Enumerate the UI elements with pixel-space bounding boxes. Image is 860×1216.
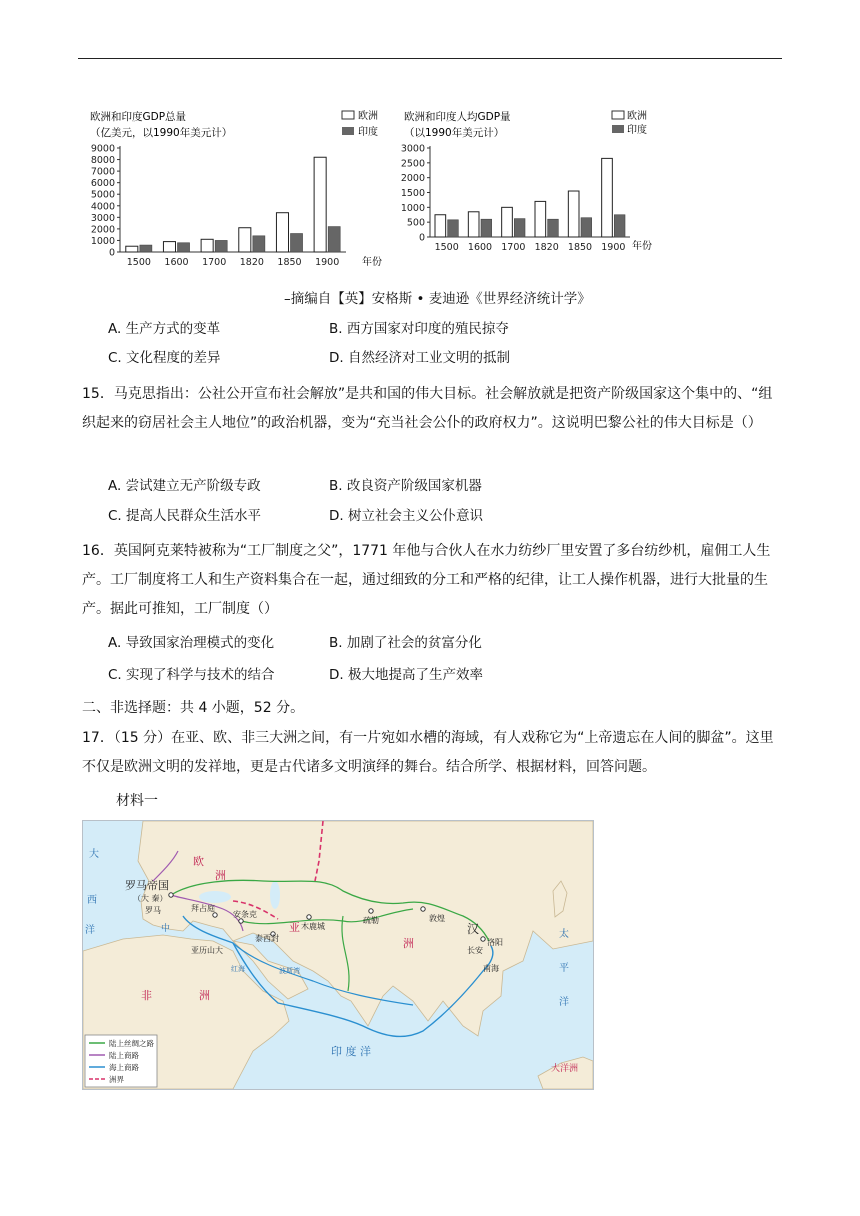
q16-option-c: C. 实现了科学与技术的结合 <box>108 667 275 683</box>
bar-europe <box>502 207 513 237</box>
y-tick-label: 4000 <box>90 201 115 213</box>
x-tick-label: 1900 <box>601 242 626 253</box>
label-rome: 罗马帝国 <box>125 879 169 892</box>
label-atlantic: 大 <box>89 849 99 860</box>
silk-road-map <box>82 820 594 1090</box>
x-axis-suffix: 年份 <box>632 241 652 252</box>
bar-india <box>178 243 190 252</box>
legend-swatch-europe <box>612 111 624 119</box>
x-tick-label: 1600 <box>467 242 493 253</box>
y-tick-label: 9000 <box>90 143 115 155</box>
label-pacific: 洋 <box>559 997 569 1008</box>
label-shule: 疏勒 <box>363 916 379 925</box>
chart-per-capita-gdp <box>400 106 662 266</box>
q14-option-b: B. 西方国家对印度的殖民掠夺 <box>329 321 509 337</box>
y-tick-label: 3000 <box>400 143 425 155</box>
legend-label-europe: 欧洲 <box>358 111 378 122</box>
label-europe: 洲 <box>215 869 226 882</box>
label-europe: 欧 <box>193 855 204 868</box>
legend-sea-label: 海上商路 <box>109 1063 139 1072</box>
q16-option-a: A. 导致国家治理模式的变化 <box>108 635 275 651</box>
q15-option-d: D. 树立社会主义公仆意识 <box>329 508 483 524</box>
label-changan: 长安 <box>467 946 483 955</box>
x-tick-label: 1850 <box>567 242 593 253</box>
label-baizhanting: 拜占庭 <box>191 904 215 913</box>
chart-subtitle: （以1990年美元计） <box>404 127 505 139</box>
y-tick-label: 6000 <box>90 178 115 190</box>
label-africa: 非 <box>141 989 152 1002</box>
bar-europe <box>276 213 288 252</box>
label-nanhai: 南海 <box>483 964 499 973</box>
label-atlantic: 洋 <box>85 925 95 936</box>
caspian-sea <box>270 881 280 909</box>
city-marker <box>481 937 485 941</box>
x-tick-label: 1700 <box>501 242 526 253</box>
y-tick-label: 2000 <box>400 173 425 185</box>
y-tick-label: 1000 <box>400 202 425 214</box>
city-marker <box>239 919 243 923</box>
x-tick-label: 1500 <box>126 257 151 268</box>
y-tick-label: 1000 <box>90 235 115 247</box>
x-tick-label: 1820 <box>534 242 559 253</box>
city-marker <box>421 907 425 911</box>
x-tick-label: 1850 <box>277 257 302 268</box>
legend-label-europe: 欧洲 <box>627 111 647 122</box>
q14-option-c: C. 文化程度的差异 <box>108 350 221 366</box>
q15-option-a: A. 尝试建立无产阶级专政 <box>108 478 261 494</box>
bar-india <box>140 245 152 252</box>
q16-option-b: B. 加剧了社会的贫富分化 <box>329 635 482 651</box>
bar-india <box>581 218 592 237</box>
q16-option-d: D. 极大地提高了生产效率 <box>329 667 483 683</box>
bar-europe <box>239 228 251 252</box>
bar-india <box>448 220 459 237</box>
y-tick-label: 0 <box>108 247 115 259</box>
map-svg <box>83 821 593 1089</box>
bar-india <box>548 219 559 237</box>
bar-europe <box>435 215 446 237</box>
label-luoyang: 洛阳 <box>487 938 503 947</box>
x-tick-label: 1820 <box>239 257 264 268</box>
y-tick-label: 7000 <box>90 166 115 178</box>
bar-europe <box>535 201 546 237</box>
city-marker <box>213 913 217 917</box>
legend-border-label: 洲界 <box>109 1075 124 1084</box>
bar-europe <box>163 242 175 252</box>
bar-india <box>215 240 227 252</box>
y-tick-label: 8000 <box>90 155 115 167</box>
x-tick-label: 1600 <box>164 257 189 268</box>
legend-swatch-india <box>342 127 354 135</box>
q15-option-c: C. 提高人民群众生活水平 <box>108 508 262 524</box>
label-luoma: 罗马 <box>145 906 161 915</box>
black-sea <box>199 891 231 903</box>
bar-europe <box>602 158 613 237</box>
q17-stem: 17．（15 分）在亚、欧、非三大洲之间，有一片宛如水槽的海域，有人戏称它为“上帝遗忘在人间的脚盆”。这里不仅是欧洲文明的发祥地，更是古代诸多文明演绎的舞台。结合所学、根据材料，回答问题。 <box>82 730 774 775</box>
label-pacific: 太 <box>559 929 569 940</box>
y-tick-label: 3000 <box>90 212 115 224</box>
legend-silk-label: 陆上丝绸之路 <box>109 1039 154 1048</box>
label-red-sea: 红海 <box>231 965 245 973</box>
chart-per-capita-gdp-svg <box>400 106 662 266</box>
y-tick-label: 2500 <box>400 158 425 170</box>
bar-india <box>253 236 265 252</box>
label-africa: 洲 <box>199 989 210 1002</box>
bar-india <box>328 227 340 252</box>
legend-label-india: 印度 <box>627 125 647 136</box>
chart-total-gdp <box>84 106 384 276</box>
q16-stem: 16．英国阿克莱特被称为“工厂制度之父”，1771 年他与合伙人在水力纺纱厂里安置了多台纺纱机，雇佣工人生产。工厂制度将工人和生产资料集合在一起，通过细致的分工和严格的纪律，让工人操作机器，进行大批量的生产。据此可推知，工厂制度（） <box>82 543 771 617</box>
label-dunhuang: 敦煌 <box>429 914 445 923</box>
bar-india <box>614 215 625 237</box>
chart-source: –摘编自【英】安格斯 • 麦迪逊《世界经济统计学》 <box>284 291 591 307</box>
chart-total-gdp-svg <box>84 106 384 276</box>
legend-swatch-europe <box>342 111 354 119</box>
legend-label-india: 印度 <box>358 127 378 138</box>
label-daqin: （大 秦） <box>133 894 168 903</box>
legend-land-label: 陆上商路 <box>109 1051 139 1060</box>
legend-swatch-india <box>612 125 624 133</box>
bar-india <box>481 219 492 237</box>
label-atlantic: 西 <box>87 895 97 906</box>
city-marker <box>307 915 311 919</box>
bar-europe <box>201 239 213 252</box>
x-tick-label: 1500 <box>434 242 459 253</box>
city-marker <box>369 909 373 913</box>
x-tick-label: 1700 <box>202 257 227 268</box>
bar-india <box>291 234 303 252</box>
q15-option-b: B. 改良资产阶级国家机器 <box>329 478 482 494</box>
label-persian-gulf: 波斯湾 <box>279 967 300 975</box>
q14-option-d: D. 自然经济对工业文明的抵制 <box>329 350 510 366</box>
q15-stem: 15．马克思指出：公社公开宣布社会解放”是共和国的伟大目标。社会解放就是把资产阶级国家这个集中的、“组织起来的窃居社会主人地位”的政治机器，变为“充当社会公仆的政府权力”。这说明巴黎公社的伟大目标是（） <box>82 386 773 431</box>
bar-india <box>514 219 525 237</box>
label-mediterranean: 中 <box>161 924 171 934</box>
bar-europe <box>468 212 479 237</box>
label-oceania: 大洋洲 <box>551 1064 579 1074</box>
label-pacific: 平 <box>559 963 569 974</box>
label-muluocheng: 木鹿城 <box>301 922 325 931</box>
q14-option-a: A. 生产方式的变革 <box>108 321 221 337</box>
x-tick-label: 1900 <box>315 257 340 268</box>
label-taixi: 泰西封 <box>255 934 279 943</box>
y-tick-label: 1500 <box>400 188 425 199</box>
y-tick-label: 0 <box>418 232 425 244</box>
chart-title: 欧洲和印度人均GDP量 <box>404 111 511 123</box>
y-tick-label: 5000 <box>90 189 115 201</box>
bar-europe <box>314 157 326 252</box>
section-heading: 二、非选择题：共 4 小题，52 分。 <box>82 700 305 716</box>
label-indian-ocean: 印 度 洋 <box>331 1045 371 1058</box>
y-tick-label: 500 <box>406 217 425 229</box>
label-alexandria: 亚历山大 <box>191 946 223 955</box>
header-rule <box>78 58 782 59</box>
chart-title: 欧洲和印度GDP总量 <box>90 111 187 123</box>
label-han: 汉 <box>467 922 480 936</box>
label-asia: 洲 <box>403 937 414 950</box>
material-label: 材料一 <box>116 793 158 809</box>
y-tick-label: 2000 <box>90 224 115 236</box>
bar-europe <box>568 191 579 237</box>
city-marker <box>169 893 173 897</box>
bar-europe <box>126 246 138 252</box>
x-axis-suffix: 年份 <box>362 257 382 268</box>
label-asia: 亚 <box>289 921 300 934</box>
label-ankeke: 安条克 <box>233 910 257 919</box>
chart-subtitle: （亿美元，以1990年美元计） <box>90 127 233 139</box>
